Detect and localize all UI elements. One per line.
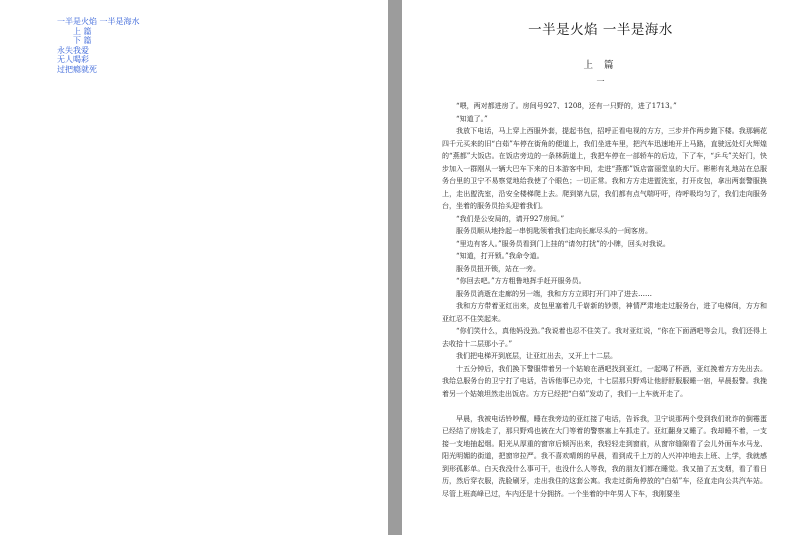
paragraph: “里边有客人。”服务员看到门上挂的“请勿打扰”的小牌，回头对我说。: [456, 239, 670, 248]
toc-item-xia-pian[interactable]: 下 篇: [73, 36, 92, 46]
paragraph: “知道了。”: [456, 114, 488, 123]
paragraph: 服务员消逝在走廊的另一端，我和方方立即打开门冲了进去……: [456, 289, 652, 298]
body-text: [442, 100, 767, 500]
paragraph: “喂，两对都进房了。房间号927、1208，还有一只野的，进了1713。”: [456, 102, 677, 110]
paragraph: 我们把电梯开到底层，让亚红出去，又开上十二层。: [456, 352, 617, 360]
toc-item-guobayinjiusi[interactable]: 过把瘾就死: [57, 64, 97, 74]
paragraph: “你们笑什么，真他妈没劲。”我说着也忍不住笑了。我对亚红说，“你在下面酒吧等会儿，我们还得上去收拾十二层那小子。”: [442, 327, 767, 348]
toc-item-yibanshihuoyan[interactable]: 一半是火焰 一半是海水: [57, 17, 140, 26]
toc-item-shang-pian[interactable]: 上 篇: [73, 26, 92, 36]
paragraph: 服务员扭开锁，站在一旁。: [456, 264, 540, 273]
chapter-number: 一: [596, 77, 605, 86]
paragraph: “你回去吧。”方方粗鲁地挥手赶开服务员。: [456, 277, 586, 285]
book-title: 一半是火焰 一半是海水: [528, 22, 673, 38]
paragraph: “知道，打开锁。”我命令道。: [456, 252, 544, 260]
paragraph: “我们是公安局的，请开927房间。”: [456, 214, 565, 223]
part-title: 上 篇: [583, 60, 618, 71]
toc-item-wurenhecai[interactable]: 无人喝彩: [57, 55, 89, 65]
paragraph: 服务员顺从地拎起一串钥匙领着我们走向长廊尽头的一间客房。: [456, 227, 652, 235]
paragraph: 十五分钟后，我们换下警服带着另一个姑娘在酒吧找到亚红，一起喝了杯酒，亚红挽着方方先出去。我给总服务台的卫宁打了电话，告诉他事已办完，十七层那只野鸡让他舒舒服服睡一宿，早晨报警。我挽着另一个姑娘坦然走出饭店。方方已经把“白茹”发动了，我们一上车就开走了。: [442, 364, 767, 398]
toc-item-yongshiwoai[interactable]: 永失我爱: [57, 45, 89, 55]
paragraph: 早晨，我被电话铃吵醒，睡在我旁边的亚红接了电话，告诉我，卫宁说那两个受到我们讹诈的倒霉蛋已经结了房钱走了，那只野鸡也被在大门等着的警察塞上车抓走了。亚红翻身又睡了。我却睡不着，一支接一支地抽起烟。阳光从厚重的窗帘后倾泻出来，我轻轻走到窗前，从窗帘缝隙看了会儿外面车水马龙、阳光明媚的街道，把窗帘拉严。我不喜欢晴朗的早晨，看到成千上万的人兴冲冲地去上班、上学，我就感到形孤影单。白天我没什么事可干，也没什么人等我，我的朋友们都在睡觉。我又抽了五支烟，看了看日历，然后穿衣服，洗脸刷牙，走出我住的这套公寓。我走过街角停放的“白茹”车，径直走向公共汽车站。尽管上班高峰已过，车内还是十分拥挤。一个坐着的中年男人下车，我刚要坐: [442, 414, 767, 498]
paragraph: 我和方方带着亚红出来，皮包里塞着几千崭新的钞票，神情严肃地走过服务台，进了电梯间，方方和亚红忍不住笑起来。: [442, 302, 767, 323]
toc-page: [0, 0, 388, 535]
paragraph: 我放下电话，马上穿上西服外套，提起书包，招呼正看电视的方方，三步并作两步跑下楼。我那辆花四千元买来的旧“白茹”车停在街角的便道上，我们坐进车里，把汽车迅速地开上马路，直驶远处灯火辉煌的“燕都”大饭店。在饭店旁边的一条林荫道上，我把车停在一部轿车的后边，下了车，“乒乓”关好门，快步加入一群刚从一辆大巴车下来的日本游客中间，走进“燕都”饭店富丽堂皇的大厅。彬彬有礼地站在总服务台里的卫宁不易察觉地给我使了个眼色；一切正常。我和方方走进盥洗室，打开皮包，拿出两套警服换上，走出盥洗室，沿安全楼梯爬上去。爬到第九层，我们都有点气喘吁吁，待呼吸均匀了，我们走向服务台，坐着的服务员抬头迎着我们。: [442, 127, 767, 210]
content-page: [402, 0, 799, 535]
table-of-contents: [57, 17, 140, 75]
